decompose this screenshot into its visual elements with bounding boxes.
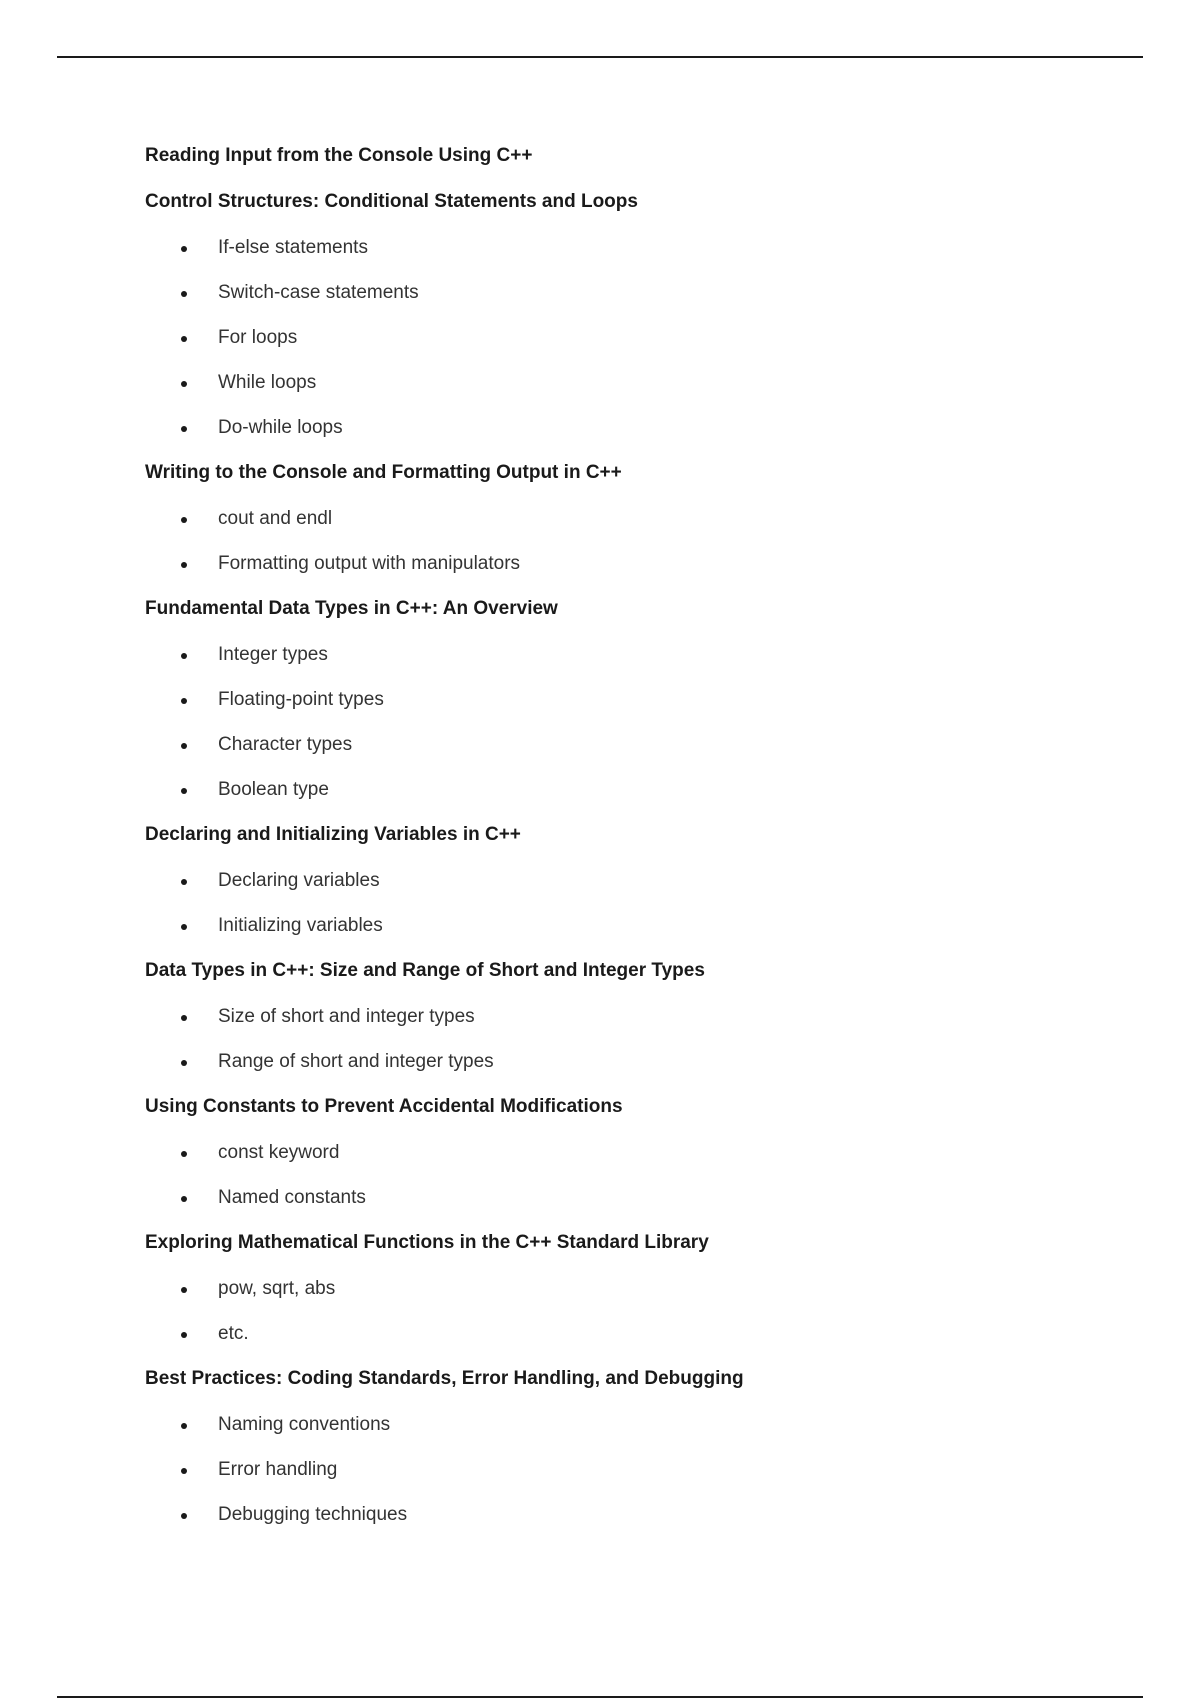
list-item: [145, 282, 1145, 327]
list-item: [145, 689, 1145, 734]
bullet-list: [145, 1278, 1145, 1368]
list-item-text: Initializing variables: [218, 915, 383, 936]
bullet-icon: [181, 1151, 187, 1157]
list-item-text: Debugging techniques: [218, 1504, 408, 1525]
bullet-icon: [181, 562, 187, 568]
bullet-icon: [181, 698, 187, 704]
list-item-text: Range of short and integer types: [218, 1051, 494, 1072]
bullet-list: [145, 1142, 1145, 1232]
bullet-icon: [181, 1332, 187, 1338]
bullet-icon: [181, 788, 187, 794]
list-item: [145, 237, 1145, 282]
list-item-text: If-else statements: [218, 237, 368, 258]
bullet-list: [145, 1414, 1145, 1549]
list-item: [145, 327, 1145, 372]
list-item: [145, 915, 1145, 960]
list-item: [145, 508, 1145, 553]
list-item-text: Declaring variables: [218, 870, 380, 891]
bullet-list: [145, 508, 1145, 598]
list-item: [145, 1187, 1145, 1232]
list-item-text: Do-while loops: [218, 417, 343, 438]
list-item-text: Character types: [218, 734, 353, 755]
list-item-text: While loops: [218, 372, 317, 393]
bullet-icon: [181, 426, 187, 432]
bullet-icon: [181, 517, 187, 523]
list-item: [145, 1504, 1145, 1549]
bullet-icon: [181, 1060, 187, 1066]
bullet-icon: [181, 1513, 187, 1519]
list-item-text: pow, sqrt, abs: [218, 1278, 336, 1299]
list-item-text: Floating-point types: [218, 689, 384, 710]
list-item: [145, 1414, 1145, 1459]
list-item-text: For loops: [218, 327, 298, 348]
list-item: [145, 1006, 1145, 1051]
footer-rule: [57, 1696, 1143, 1698]
list-item: [145, 1323, 1145, 1368]
bullet-icon: [181, 381, 187, 387]
section-heading: Reading Input from the Console Using C++: [145, 145, 533, 166]
list-item: [145, 644, 1145, 689]
bullet-list: [145, 237, 1145, 462]
bullet-list: [145, 1006, 1145, 1096]
list-item-text: cout and endl: [218, 508, 333, 529]
header-rule: [57, 56, 1143, 58]
list-item: [145, 553, 1145, 598]
section-heading: Writing to the Console and Formatting Output in C++: [145, 462, 622, 483]
list-item-text: Switch-case statements: [218, 282, 419, 303]
list-item-text: Integer types: [218, 644, 328, 665]
list-item: [145, 1051, 1145, 1096]
bullet-icon: [181, 879, 187, 885]
bullet-icon: [181, 1196, 187, 1202]
list-item: [145, 734, 1145, 779]
section-heading: Best Practices: Coding Standards, Error Handling, and Debugging: [145, 1368, 744, 1389]
bullet-list: [145, 870, 1145, 960]
section-heading: Using Constants to Prevent Accidental Modifications: [145, 1096, 623, 1117]
list-item: [145, 870, 1145, 915]
bullet-icon: [181, 653, 187, 659]
list-item: [145, 372, 1145, 417]
list-item-text: const keyword: [218, 1142, 340, 1163]
bullet-icon: [181, 743, 187, 749]
bullet-icon: [181, 246, 187, 252]
list-item: [145, 1142, 1145, 1187]
list-item: [145, 1459, 1145, 1504]
list-item-text: Size of short and integer types: [218, 1006, 475, 1027]
list-item-text: etc.: [218, 1323, 249, 1344]
bullet-icon: [181, 1423, 187, 1429]
bullet-icon: [181, 1468, 187, 1474]
list-item: [145, 1278, 1145, 1323]
section-heading: Declaring and Initializing Variables in C++: [145, 824, 521, 845]
bullet-icon: [181, 1287, 187, 1293]
list-item-text: Naming conventions: [218, 1414, 391, 1435]
bullet-list: [145, 644, 1145, 824]
section-heading: Data Types in C++: Size and Range of Short and Integer Types: [145, 960, 705, 981]
section-heading: Fundamental Data Types in C++: An Overview: [145, 598, 558, 619]
list-item-text: Formatting output with manipulators: [218, 553, 521, 574]
section-heading: Exploring Mathematical Functions in the C++ Standard Library: [145, 1232, 709, 1253]
document-body: [145, 145, 1145, 1549]
list-item: [145, 417, 1145, 462]
bullet-icon: [181, 1015, 187, 1021]
section-heading: Control Structures: Conditional Statements and Loops: [145, 191, 638, 212]
bullet-icon: [181, 336, 187, 342]
list-item: [145, 779, 1145, 824]
bullet-icon: [181, 291, 187, 297]
list-item-text: Named constants: [218, 1187, 366, 1208]
list-item-text: Error handling: [218, 1459, 338, 1480]
bullet-icon: [181, 924, 187, 930]
list-item-text: Boolean type: [218, 779, 329, 800]
